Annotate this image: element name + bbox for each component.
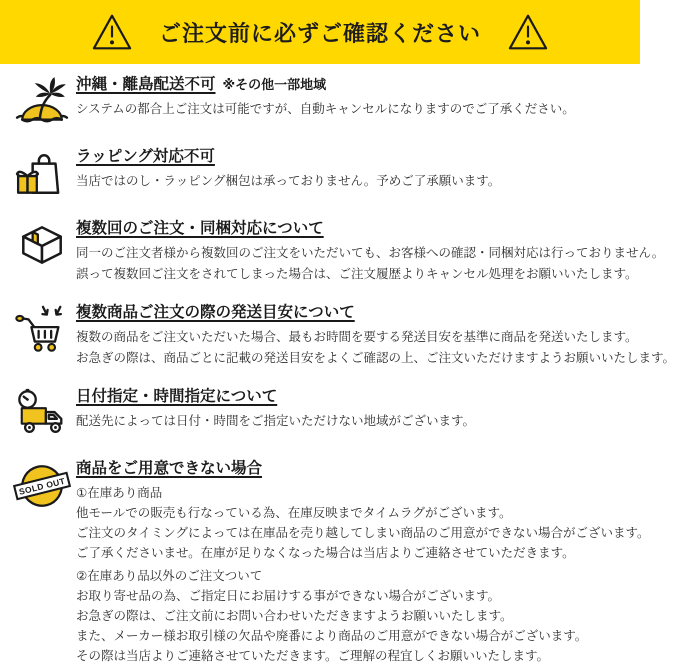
warning-triangle-icon <box>91 13 133 51</box>
section-multiple-orders <box>8 217 665 285</box>
section-line: 複数の商品をご注文いただいた場合、最もお時間を要する発送目安を基準に商品を発送いたします。 <box>76 330 638 344</box>
section-shipping-estimate <box>8 301 676 369</box>
confirm-banner <box>0 0 640 64</box>
sold-out-label: SOLD OUT <box>17 475 67 497</box>
section-line: お急ぎの際は、ご注文前にお問い合わせいただきますようお願いいたします。 <box>76 609 513 623</box>
section-okinawa-shipping <box>8 73 640 129</box>
section-line: 当店ではのし・ラッピング梱包は承っておりません。予めご了承願います。 <box>76 174 501 188</box>
section-heading: 沖縄・離島配送不可 ※その他一部地域 <box>76 76 327 93</box>
section-heading: 日付指定・時間指定について <box>76 388 278 405</box>
section-note: ※その他一部地域 <box>222 77 327 92</box>
section-heading: 商品をご用意できない場合 <box>76 460 263 477</box>
section-line: 同一のご注文者様から複数回のご注文をいただいても、お客様への確認・同梱対応は行っておりません。 <box>76 246 665 260</box>
warning-triangle-icon <box>507 13 549 51</box>
section-unavailable <box>8 457 650 666</box>
section-line: システムの都合上ご注文は可能ですが、自動キャンセルになりますのでご了承ください。 <box>76 102 575 116</box>
section-line: ご注文のタイミングによっては在庫品を売り越してしまい商品のご用意ができない場合がございます。 <box>76 526 650 540</box>
package-box-icon <box>8 217 76 285</box>
section-heading: ラッピング対応不可 <box>76 148 215 165</box>
island-palm-icon <box>8 73 76 129</box>
banner-title: ご注文前に必ずご確認ください <box>158 20 481 46</box>
gift-bag-icon <box>8 145 76 201</box>
section-line: ②在庫あり品以外のご注文ついて <box>76 569 263 583</box>
notice-sections <box>0 64 676 666</box>
sold-out-stamp-icon <box>8 457 76 666</box>
section-line: お取り寄せ品の為、ご指定日にお届けする事ができない場合がございます。 <box>76 589 501 603</box>
section-line: 配送先によっては日付・時間をご指定いただけない地域がございます。 <box>76 414 476 428</box>
section-line: その際は当店よりご連絡させていただきます。ご理解の程宜しくお願いいたします。 <box>76 649 550 663</box>
section-date-time <box>8 385 640 441</box>
section-heading: 複数商品ご注文の際の発送目安について <box>76 304 355 321</box>
section-heading: 複数回のご注文・同梱対応について <box>76 220 324 237</box>
section-line: 他モールでの販売も行なっている為、在庫反映までタイムラグがございます。 <box>76 506 512 520</box>
section-no-wrapping <box>8 145 640 201</box>
section-line: ご了承くださいませ。在庫が足りなくなった場合は当店よりご連絡させていただきます。 <box>76 546 575 560</box>
shopping-cart-icon <box>8 301 76 369</box>
section-line: ①在庫あり商品 <box>76 486 163 500</box>
delivery-truck-clock-icon <box>8 385 76 441</box>
section-line: また、メーカー様お取引様の欠品や廃番により商品のご用意ができない場合がございます。 <box>76 629 588 643</box>
section-line: 誤って複数回ご注文をされてしまった場合は、ご注文履歴よりキャンセル処理をお願いいたします。 <box>76 267 638 281</box>
section-line: お急ぎの際は、商品ごとに記載の発送目安をよくご確認の上、ご注文いただけますようお願いいたします。 <box>76 351 676 365</box>
